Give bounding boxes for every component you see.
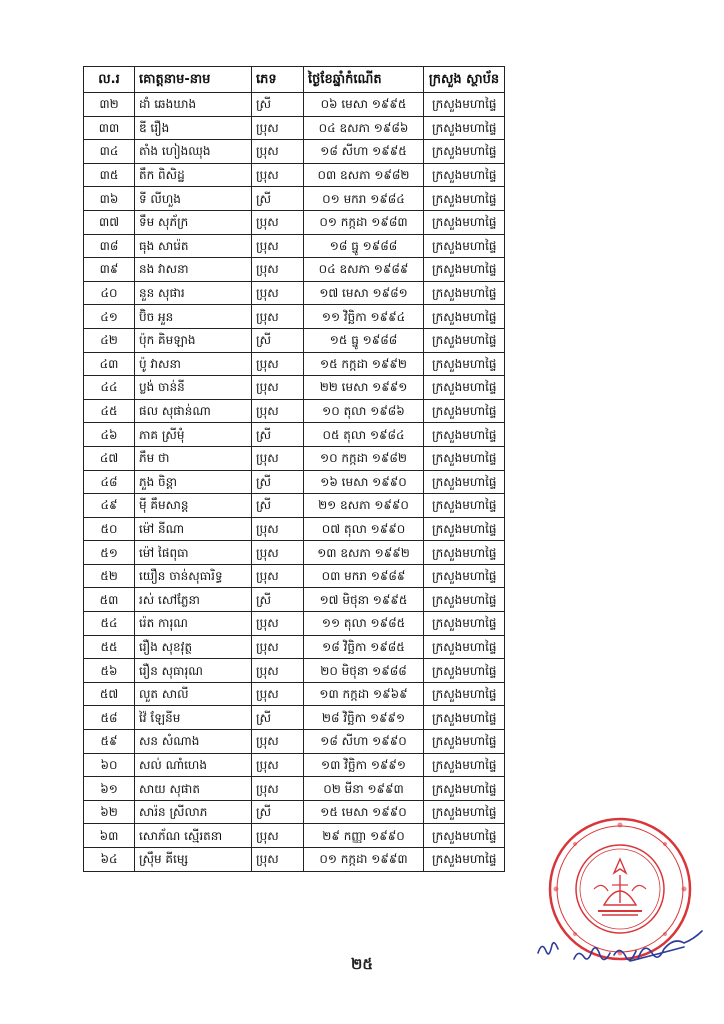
row-sex: ប្រុស (252, 210, 304, 234)
table-row (84, 682, 505, 706)
row-institution: ក្រសួងមហាផ្ទៃ (424, 258, 505, 282)
table-row (84, 93, 505, 117)
row-number: ៤៤ (84, 376, 135, 400)
row-institution: ក្រសួងមហាផ្ទៃ (424, 305, 505, 329)
table-row (84, 824, 505, 848)
row-sex: ប្រុស (252, 140, 304, 164)
row-name: ឌី រឿង (135, 116, 252, 140)
row-sex: ស្រី (252, 800, 304, 824)
row-date-of-birth: ០១ មករា ១៩៨៤ (304, 187, 424, 211)
row-number: ៦០ (84, 753, 135, 777)
row-institution: ក្រសួងមហាផ្ទៃ (424, 281, 505, 305)
row-date-of-birth: ១១ តុលា ១៩៨៥ (304, 612, 424, 636)
row-number: ៣៥ (84, 163, 135, 187)
row-number: ៤១ (84, 305, 135, 329)
row-name: តឹក ពិសិដ្ឋ (135, 163, 252, 187)
row-number: ៤៨ (84, 470, 135, 494)
row-name: រស់ សៅភ្លែនា (135, 588, 252, 612)
header-dob: ថ្ងៃខែឆ្នាំកំណើត (304, 67, 424, 93)
row-name: រ៉េត ការុណ (135, 612, 252, 636)
row-sex: ប្រុស (252, 352, 304, 376)
row-institution: ក្រសួងមហាផ្ទៃ (424, 541, 505, 565)
table-row (84, 140, 505, 164)
row-institution: ក្រសួងមហាផ្ទៃ (424, 588, 505, 612)
row-date-of-birth: ១៥ កក្កដា ១៩៩២ (304, 352, 424, 376)
row-sex: ប្រុស (252, 682, 304, 706)
row-sex: ប្រុស (252, 659, 304, 683)
row-institution: ក្រសួងមហាផ្ទៃ (424, 777, 505, 801)
row-name: ទី លីហួង (135, 187, 252, 211)
row-date-of-birth: ២១ ឧសភា ១៩៩០ (304, 494, 424, 518)
row-name: ធុង សារ៉េត (135, 234, 252, 258)
row-name: ម៉ៅ ផៃពុធា (135, 541, 252, 565)
row-sex: ប្រុស (252, 234, 304, 258)
row-sex: ស្រី (252, 470, 304, 494)
row-number: ៥២ (84, 564, 135, 588)
table-row (84, 848, 505, 872)
row-name: សាយ សុផាត (135, 777, 252, 801)
row-date-of-birth: ០៤ ឧសភា ១៩៨៦ (304, 116, 424, 140)
row-institution: ក្រសួងមហាផ្ទៃ (424, 564, 505, 588)
row-date-of-birth: ១០ កក្កដា ១៩៨២ (304, 446, 424, 470)
row-name: ម៉ី គឹមសាន្ត (135, 494, 252, 518)
row-name: ផល សុផាន់ណា (135, 399, 252, 423)
row-sex: ប្រុស (252, 824, 304, 848)
table-row (84, 635, 505, 659)
row-date-of-birth: ០៧ តុលា ១៩៩០ (304, 517, 424, 541)
row-sex: ប្រុស (252, 517, 304, 541)
row-sex: ប្រុស (252, 541, 304, 565)
table-row (84, 659, 505, 683)
table-header-row (84, 67, 505, 93)
row-institution: ក្រសួងមហាផ្ទៃ (424, 376, 505, 400)
row-number: ៥៣ (84, 588, 135, 612)
row-name: ភួង ចិន្តា (135, 470, 252, 494)
row-number: ៥៦ (84, 659, 135, 683)
row-sex: ប្រុស (252, 635, 304, 659)
row-sex: ប្រុស (252, 753, 304, 777)
table-row (84, 423, 505, 447)
row-number: ៦៣ (84, 824, 135, 848)
row-name: ភឹម ថា (135, 446, 252, 470)
row-sex: ស្រី (252, 328, 304, 352)
row-sex: ស្រី (252, 706, 304, 730)
row-date-of-birth: ០៤ ឧសភា ១៩៨៩ (304, 258, 424, 282)
table-row (84, 305, 505, 329)
header-no: ល.រ (84, 67, 135, 93)
table-row (84, 399, 505, 423)
row-number: ៥៤ (84, 612, 135, 636)
row-institution: ក្រសួងមហាផ្ទៃ (424, 399, 505, 423)
row-sex: ប្រុស (252, 446, 304, 470)
row-number: ៦៤ (84, 848, 135, 872)
row-date-of-birth: ២៩ កញ្ញា ១៩៩០ (304, 824, 424, 848)
row-institution: ក្រសួងមហាផ្ទៃ (424, 659, 505, 683)
row-sex: ប្រុស (252, 848, 304, 872)
row-name: សល់ ណាំហេង (135, 753, 252, 777)
row-name: ដាំ ឆេងឃាង (135, 93, 252, 117)
table-row (84, 328, 505, 352)
row-institution: ក្រសួងមហាផ្ទៃ (424, 163, 505, 187)
table-row (84, 494, 505, 518)
row-name: ភាគ ស្រីមុំ (135, 423, 252, 447)
row-name: ប៉ុក គិមឡាង (135, 328, 252, 352)
row-number: ៥៨ (84, 706, 135, 730)
row-name: នួន សុផារ (135, 281, 252, 305)
row-institution: ក្រសួងមហាផ្ទៃ (424, 800, 505, 824)
row-institution: ក្រសួងមហាផ្ទៃ (424, 706, 505, 730)
header-name: គោត្តនាម-នាម (135, 67, 252, 93)
personnel-table (83, 66, 505, 872)
row-number: ៤៣ (84, 352, 135, 376)
row-name: ប៉ូ វាសនា (135, 352, 252, 376)
row-number: ៤៦ (84, 423, 135, 447)
row-sex: ប្រុស (252, 730, 304, 754)
table-row (84, 612, 505, 636)
row-institution: ក្រសួងមហាផ្ទៃ (424, 682, 505, 706)
row-number: ៤៧ (84, 446, 135, 470)
table-row (84, 753, 505, 777)
row-sex: ប្រុស (252, 281, 304, 305)
row-date-of-birth: ២០ មិថុនា ១៩៨៨ (304, 659, 424, 683)
row-name: រឿង សុខវុត្ថ (135, 635, 252, 659)
table-row (84, 258, 505, 282)
table-body (84, 93, 505, 872)
row-date-of-birth: ០៦ មេសា ១៩៩៥ (304, 93, 424, 117)
row-institution: ក្រសួងមហាផ្ទៃ (424, 423, 505, 447)
table-row (84, 210, 505, 234)
header-institution: ក្រសួង ស្ថាប័ន (424, 67, 505, 93)
row-institution: ក្រសួងមហាផ្ទៃ (424, 93, 505, 117)
row-name: រឿន សុធារុណ (135, 659, 252, 683)
table-row (84, 706, 505, 730)
row-institution: ក្រសួងមហាផ្ទៃ (424, 116, 505, 140)
row-name: សន សំណាង (135, 730, 252, 754)
row-date-of-birth: ១៧ មិថុនា ១៩៩៥ (304, 588, 424, 612)
row-sex: ប្រុស (252, 612, 304, 636)
row-number: ៣៨ (84, 234, 135, 258)
row-number: ៣៩ (84, 258, 135, 282)
row-number: ៤០ (84, 281, 135, 305)
row-number: ៦១ (84, 777, 135, 801)
row-sex: ប្រុស (252, 116, 304, 140)
row-date-of-birth: ១៦ មេសា ១៩៩០ (304, 470, 424, 494)
row-number: ៥៩ (84, 730, 135, 754)
row-institution: ក្រសួងមហាផ្ទៃ (424, 210, 505, 234)
row-date-of-birth: ១៨ វិច្ឆិកា ១៩៨៥ (304, 635, 424, 659)
row-date-of-birth: ២៨ វិច្ឆិកា ១៩៩១ (304, 706, 424, 730)
table-row (84, 352, 505, 376)
row-sex: ស្រី (252, 93, 304, 117)
table-row (84, 730, 505, 754)
row-date-of-birth: ១៥ ធ្នូ ១៩៨៨ (304, 328, 424, 352)
row-number: ៥៥ (84, 635, 135, 659)
row-sex: ស្រី (252, 187, 304, 211)
row-sex: ប្រុស (252, 258, 304, 282)
row-date-of-birth: ១៨ ធ្នូ ១៩៨៨ (304, 234, 424, 258)
row-name: ទឹម សុភ័ក្រ (135, 210, 252, 234)
row-institution: ក្រសួងមហាផ្ទៃ (424, 517, 505, 541)
row-institution: ក្រសួងមហាផ្ទៃ (424, 328, 505, 352)
table-row (84, 470, 505, 494)
row-name: យឿន ចាន់សុធារិទ្ធ (135, 564, 252, 588)
row-number: ៥០ (84, 517, 135, 541)
row-date-of-birth: ០៣ មករា ១៩៨៩ (304, 564, 424, 588)
row-date-of-birth: ១៣ កក្កដា ១៩៦៩ (304, 682, 424, 706)
row-number: ៤២ (84, 328, 135, 352)
row-number: ៦២ (84, 800, 135, 824)
row-date-of-birth: ១១ វិច្ឆិកា ១៩៩៤ (304, 305, 424, 329)
table-row (84, 541, 505, 565)
table-row (84, 777, 505, 801)
row-date-of-birth: ០៣ ឧសភា ១៩៨២ (304, 163, 424, 187)
row-sex: ប្រុស (252, 564, 304, 588)
row-sex: ស្រី (252, 423, 304, 447)
row-number: ៣៧ (84, 210, 135, 234)
row-institution: ក្រសួងមហាផ្ទៃ (424, 824, 505, 848)
table-row (84, 234, 505, 258)
row-date-of-birth: ១៨ សីហា ១៩៩០ (304, 730, 424, 754)
table-row (84, 281, 505, 305)
row-number: ៣៣ (84, 116, 135, 140)
row-name: ម៉ៅ នីណា (135, 517, 252, 541)
header-sex: ភេទ (252, 67, 304, 93)
row-name: ប៊ិច អួន (135, 305, 252, 329)
row-institution: ក្រសួងមហាផ្ទៃ (424, 753, 505, 777)
row-name: ស្រ៊ឹម គីម្សេ (135, 848, 252, 872)
row-number: ៤៥ (84, 399, 135, 423)
row-date-of-birth: ១៨ សីហា ១៩៩៥ (304, 140, 424, 164)
row-number: ៥៧ (84, 682, 135, 706)
row-date-of-birth: ១០ តុលា ១៩៨៦ (304, 399, 424, 423)
row-date-of-birth: ០៥ តុលា ១៩៨៤ (304, 423, 424, 447)
row-date-of-birth: ២២ មេសា ១៩៩១ (304, 376, 424, 400)
row-institution: ក្រសួងមហាផ្ទៃ (424, 352, 505, 376)
row-date-of-birth: ០១ កក្កដា ១៩៩៣ (304, 848, 424, 872)
row-date-of-birth: ០១ កក្កដា ១៩៨៣ (304, 210, 424, 234)
row-name: សោភ័ណ ស្មើរតនា (135, 824, 252, 848)
row-name: ប្លង់ ចាន់នី (135, 376, 252, 400)
table-row (84, 163, 505, 187)
row-institution: ក្រសួងមហាផ្ទៃ (424, 635, 505, 659)
row-sex: ប្រុស (252, 305, 304, 329)
row-institution: ក្រសួងមហាផ្ទៃ (424, 187, 505, 211)
page-number: ២៥ (351, 955, 373, 973)
row-institution: ក្រសួងមហាផ្ទៃ (424, 730, 505, 754)
table-row (84, 187, 505, 211)
row-institution: ក្រសួងមហាផ្ទៃ (424, 494, 505, 518)
row-sex: ប្រុស (252, 163, 304, 187)
row-date-of-birth: ១៣ ឧសភា ១៩៩២ (304, 541, 424, 565)
row-name: សារ៉ន ស្រីលាភ (135, 800, 252, 824)
row-sex: ប្រុស (252, 777, 304, 801)
row-date-of-birth: ១៧ មេសា ១៩៨១ (304, 281, 424, 305)
table-row (84, 376, 505, 400)
row-date-of-birth: ០២ មីនា ១៩៩៣ (304, 777, 424, 801)
row-institution: ក្រសួងមហាផ្ទៃ (424, 612, 505, 636)
row-sex: ស្រី (252, 494, 304, 518)
row-institution: ក្រសួងមហាផ្ទៃ (424, 446, 505, 470)
table-row (84, 800, 505, 824)
row-number: ៥១ (84, 541, 135, 565)
table-row (84, 446, 505, 470)
row-number: ៣២ (84, 93, 135, 117)
row-institution: ក្រសួងមហាផ្ទៃ (424, 140, 505, 164)
row-name: វ៉ៃ ឡែនីម (135, 706, 252, 730)
row-name: នង វាសនា (135, 258, 252, 282)
row-number: ៣៤ (84, 140, 135, 164)
row-sex: ស្រី (252, 588, 304, 612)
row-name: លួត សាលី (135, 682, 252, 706)
table-row (84, 564, 505, 588)
row-sex: ប្រុស (252, 399, 304, 423)
table-row (84, 116, 505, 140)
row-institution: ក្រសួងមហាផ្ទៃ (424, 470, 505, 494)
table-row (84, 588, 505, 612)
row-number: ៣៦ (84, 187, 135, 211)
row-number: ៤៩ (84, 494, 135, 518)
row-name: តាំង ហៀងឈុង (135, 140, 252, 164)
row-institution: ក្រសួងមហាផ្ទៃ (424, 848, 505, 872)
row-date-of-birth: ១៥ មេសា ១៩៩០ (304, 800, 424, 824)
row-sex: ប្រុស (252, 376, 304, 400)
row-date-of-birth: ១៣ វិច្ឆិកា ១៩៩១ (304, 753, 424, 777)
row-institution: ក្រសួងមហាផ្ទៃ (424, 234, 505, 258)
table-row (84, 517, 505, 541)
